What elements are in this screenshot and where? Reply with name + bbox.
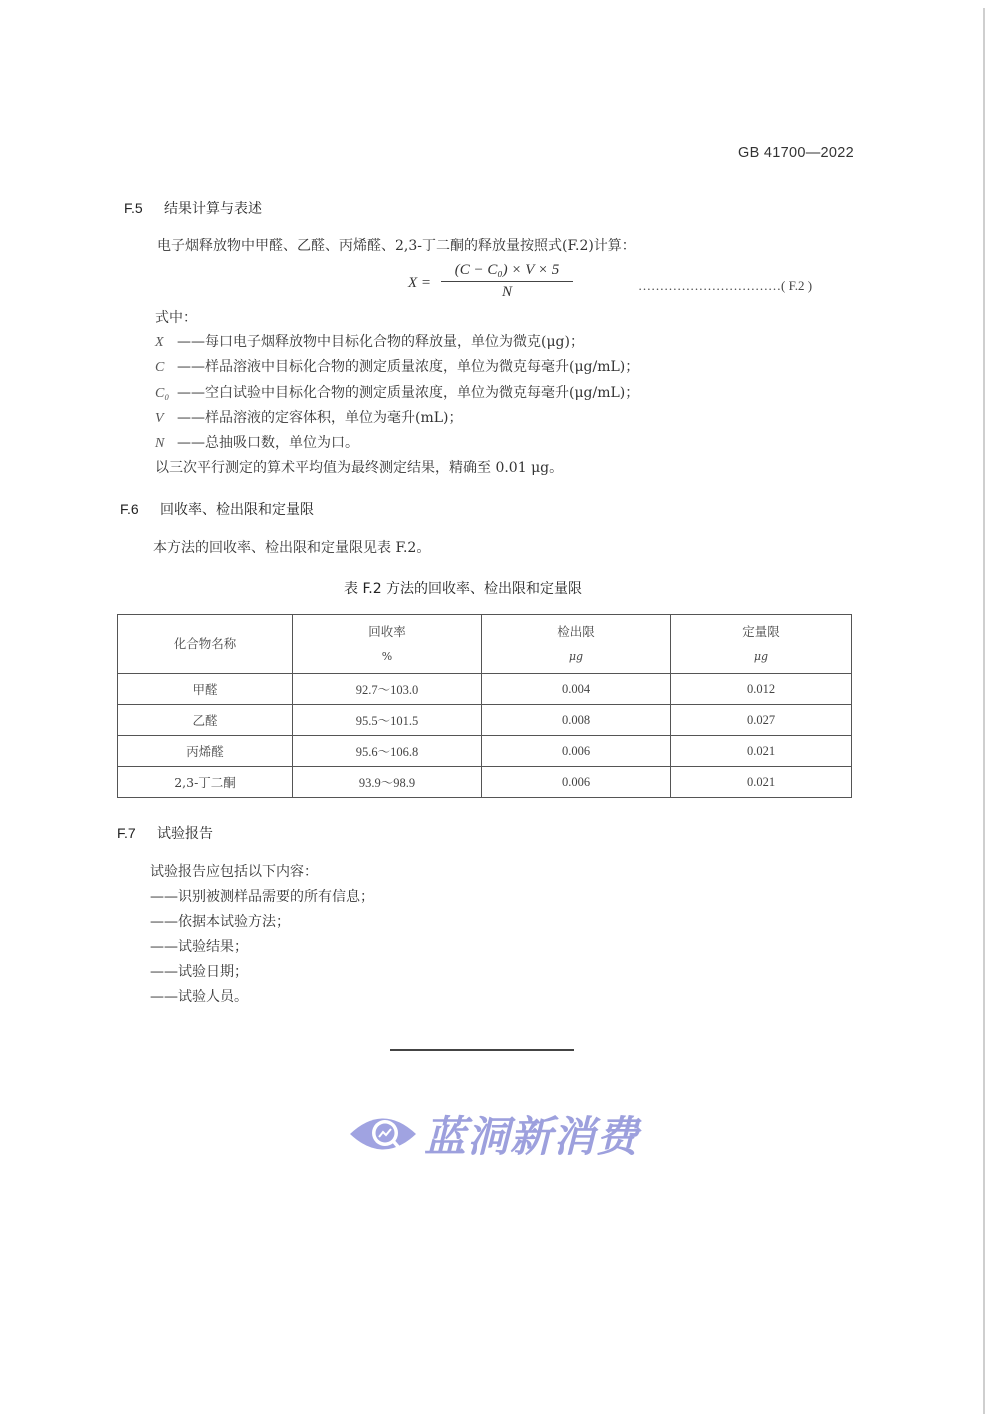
variable-row xyxy=(155,431,639,456)
column-header-lod: 检出限 μg xyxy=(482,615,671,674)
variable-desc: ——样品溶液的定容体积，单位为毫升(mL)； xyxy=(177,409,463,426)
section-f6-heading xyxy=(120,499,314,519)
section-number: F.6 xyxy=(120,501,139,517)
variable-row xyxy=(155,330,639,355)
table-row xyxy=(118,767,852,798)
formula-denominator: N xyxy=(501,284,512,300)
section-title: 回收率、检出限和定量限 xyxy=(160,502,314,518)
table-caption: 表 F.2 方法的回收率、检出限和定量限 xyxy=(344,581,583,597)
cell-lod: 0.008 xyxy=(482,705,671,736)
watermark-text: 蓝洞新消费 xyxy=(424,1112,640,1161)
section-number: F.7 xyxy=(117,825,136,841)
cell-loq: 0.021 xyxy=(671,736,852,767)
variable-row xyxy=(155,381,639,406)
end-rule xyxy=(390,1049,574,1051)
variable-row xyxy=(155,406,639,431)
cell-lod: 0.006 xyxy=(482,767,671,798)
cell-compound: 甲醛 xyxy=(118,674,293,705)
variable-symbol: V xyxy=(155,410,164,426)
table-header-row xyxy=(118,615,852,674)
cell-recovery: 95.5～101.5 xyxy=(293,705,482,736)
variable-desc: ——样品溶液中目标化合物的测定质量浓度，单位为微克每毫升(μg/mL)； xyxy=(177,359,640,376)
section-title: 试验报告 xyxy=(157,826,213,842)
variable-list xyxy=(155,330,639,482)
equation-reference: ……………………………( F.2 ) xyxy=(638,278,813,293)
page-edge-line xyxy=(983,8,985,1414)
cell-compound: 丙烯醛 xyxy=(118,736,293,767)
report-item: ——试验日期； xyxy=(150,964,248,980)
cell-loq: 0.012 xyxy=(671,674,852,705)
fraction-bar xyxy=(441,281,573,282)
f6-intro: 本方法的回收率、检出限和定量限见表 F.2。 xyxy=(153,540,431,556)
cell-compound: 乙醛 xyxy=(118,705,293,736)
variable-symbol: N xyxy=(155,436,165,452)
cell-lod: 0.006 xyxy=(482,736,671,767)
section-f7-heading xyxy=(117,823,213,843)
section-number: F.5 xyxy=(124,200,143,216)
formula-fraction xyxy=(441,262,573,301)
cell-recovery: 93.9～98.9 xyxy=(293,767,482,798)
variable-symbol: C₀ xyxy=(155,385,170,401)
column-header-loq: 定量限 μg xyxy=(671,615,852,674)
cell-loq: 0.027 xyxy=(671,705,852,736)
cell-recovery: 95.6～106.8 xyxy=(293,736,482,767)
eye-magnifier-icon xyxy=(348,1109,418,1159)
variable-symbol: C xyxy=(155,360,165,376)
recovery-table xyxy=(117,614,852,798)
column-header-recovery: 回收率 % xyxy=(293,615,482,674)
cell-loq: 0.021 xyxy=(671,767,852,798)
cell-lod: 0.004 xyxy=(482,674,671,705)
f7-intro: 试验报告应包括以下内容： xyxy=(150,864,318,880)
report-item: ——识别被测样品需要的所有信息； xyxy=(150,889,374,905)
table-row xyxy=(118,736,852,767)
variable-desc: ——每口电子烟释放物中目标化合物的释放量，单位为微克(μg)； xyxy=(177,334,584,350)
variable-symbol: X xyxy=(155,335,164,350)
standard-code: GB 41700—2022 xyxy=(738,145,854,161)
table-row xyxy=(118,674,852,705)
formula-lhs: X = xyxy=(408,275,432,291)
watermark xyxy=(348,1104,639,1164)
section-title: 结果计算与表述 xyxy=(164,201,262,217)
report-item: ——试验人员。 xyxy=(150,989,248,1005)
section-f5-heading xyxy=(124,198,262,218)
f7-content xyxy=(150,860,374,1010)
variable-desc: ——空白试验中目标化合物的测定质量浓度，单位为微克每毫升(μg/mL)； xyxy=(177,384,640,401)
variable-desc: ——总抽吸口数，单位为口。 xyxy=(177,435,359,452)
formula-numerator: (C − C₀) × V × 5 xyxy=(454,262,560,278)
table-row xyxy=(118,705,852,736)
column-header-compound: 化合物名称 xyxy=(118,615,293,674)
cell-compound: 2,3-丁二酮 xyxy=(118,767,293,798)
report-item: ——依据本试验方法； xyxy=(150,914,290,930)
report-item: ——试验结果； xyxy=(150,939,248,955)
where-label: 式中： xyxy=(155,310,197,326)
cell-recovery: 92.7～103.0 xyxy=(293,674,482,705)
variable-row xyxy=(155,355,639,380)
f5-intro: 电子烟释放物中甲醛、乙醛、丙烯醛、2,3-丁二酮的释放量按照式(F.2)计算： xyxy=(157,238,636,254)
conclusion-text: 以三次平行测定的算术平均值为最终测定结果，精确至 0.01 μg。 xyxy=(155,460,564,477)
